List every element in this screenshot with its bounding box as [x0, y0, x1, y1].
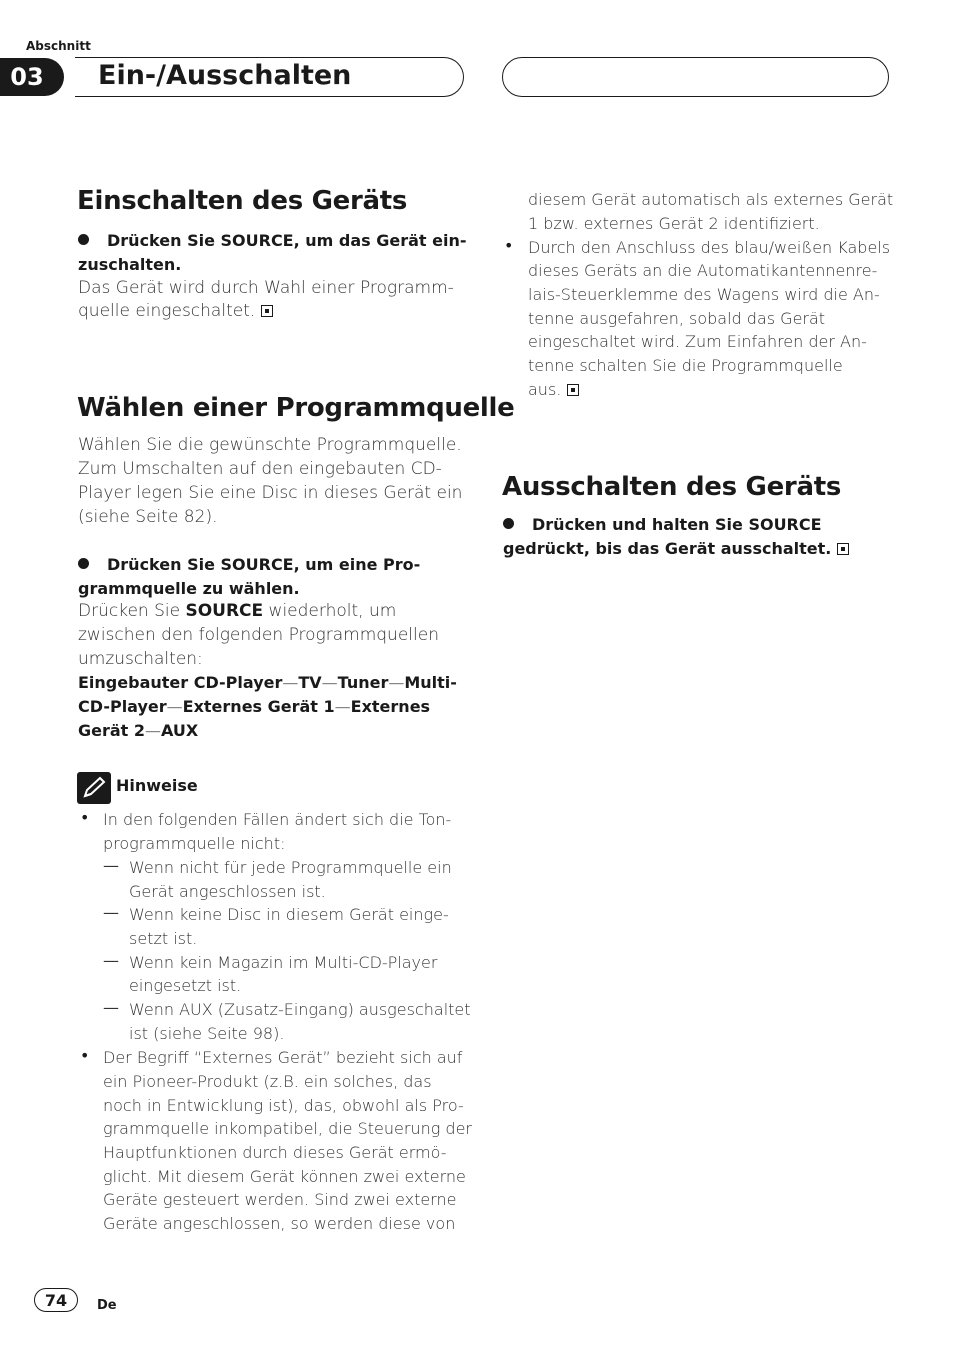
instruction-einschalten-line1: Drücken Sie SOURCE, um das Gerät ein- — [78, 229, 467, 253]
note3-line3: lais-Steuerklemme des Wagens wird die An- — [528, 285, 880, 304]
note1-line1: In den folgenden Fällen ändert sich die Ton- — [103, 810, 452, 829]
language-code: De — [97, 1298, 117, 1313]
source-sequence-line3: Gerät 2—AUX — [78, 721, 199, 740]
note2-cont-line2: 1 bzw. externes Gerät 2 identifiziert. — [528, 214, 820, 233]
note1-line2: programmquelle nicht: — [103, 834, 286, 853]
body-source-line3: umzuschalten: — [78, 649, 203, 669]
bullet-dot-icon — [78, 558, 89, 569]
end-mark-icon — [837, 543, 849, 555]
bullet-icon: • — [80, 808, 90, 827]
note3-line5: eingeschaltet wird. Zum Einfahren der An- — [528, 332, 867, 351]
bullet-dot-icon — [78, 234, 89, 245]
source-key-label: SOURCE — [185, 601, 264, 621]
body-source-line2: zwischen den folgenden Programmquellen — [78, 625, 439, 645]
dash-icon: — — [103, 998, 119, 1017]
note3-line2: dieses Geräts an die Automatikantennenre- — [528, 261, 878, 280]
instruction-ausschalten-line2: gedrückt, bis das Gerät ausschaltet. — [503, 537, 849, 561]
note1-dash4-line1: Wenn AUX (Zusatz-Eingang) ausgeschaltet — [129, 1000, 471, 1019]
body-einschalten-line1: Das Gerät wird durch Wahl einer Programm- — [78, 278, 454, 298]
section-title: Ein-/Ausschalten — [98, 60, 352, 91]
dash-icon: — — [103, 951, 119, 970]
notes-title: Hinweise — [116, 776, 198, 795]
end-mark-icon — [261, 305, 273, 317]
body-waehlen-line3: Player legen Sie eine Disc in dieses Gerät ein — [78, 483, 463, 503]
section-number-badge: 03 — [0, 58, 64, 96]
dash-icon: — — [103, 856, 119, 875]
page-number: 74 — [34, 1288, 78, 1312]
note1-dash1-line1: Wenn nicht für jede Programmquelle ein — [129, 858, 452, 877]
note2-line8: Geräte angeschlossen, so werden diese von — [103, 1214, 456, 1233]
note2-line3: noch in Entwicklung ist), das, obwohl als Pro- — [103, 1096, 464, 1115]
note2-line4: grammquelle inkompatibel, die Steuerung der — [103, 1119, 472, 1138]
note1-dash3-line2: eingesetzt ist. — [129, 976, 242, 995]
heading-waehlen: Wählen einer Programmquelle — [77, 393, 515, 423]
body-source-line1: Drücken Sie SOURCE wiederholt, um — [78, 601, 397, 621]
empty-header-frame — [502, 57, 889, 97]
instruction-waehlen-line1: Drücken Sie SOURCE, um eine Pro- — [78, 553, 420, 577]
note1-dash4-line2: ist (siehe Seite 98). — [129, 1024, 285, 1043]
dash-icon: — — [103, 903, 119, 922]
end-mark-icon — [567, 384, 579, 396]
note2-line7: Geräte gesteuert werden. Sind zwei externe — [103, 1190, 457, 1209]
source-sequence-line1: Eingebauter CD-Player—TV—Tuner—Multi- — [78, 673, 457, 692]
instruction-einschalten-line2: zuschalten. — [78, 255, 182, 274]
body-waehlen-line2: Zum Umschalten auf den eingebauten CD- — [78, 459, 442, 479]
source-sequence-line2: CD-Player—Externes Gerät 1—Externes — [78, 697, 431, 716]
note3-line6: tenne schalten Sie die Programmquelle — [528, 356, 843, 375]
instruction-waehlen-line2: grammquelle zu wählen. — [78, 579, 300, 598]
bullet-icon: • — [80, 1046, 90, 1065]
note3-line7: aus. — [528, 378, 579, 402]
note1-dash1-line2: Gerät angeschlossen ist. — [129, 882, 326, 901]
pencil-note-icon — [77, 772, 111, 804]
bullet-dot-icon — [503, 518, 514, 529]
heading-einschalten: Einschalten des Geräts — [77, 186, 408, 216]
note1-dash2-line2: setzt ist. — [129, 929, 198, 948]
note2-line6: glicht. Mit diesem Gerät können zwei externe — [103, 1167, 466, 1186]
section-label: Abschnitt — [26, 39, 91, 53]
instruction-ausschalten-line1: Drücken und halten Sie SOURCE — [503, 513, 822, 537]
note2-line5: Hauptfunktionen durch dieses Gerät ermö- — [103, 1143, 447, 1162]
bullet-icon: • — [504, 236, 514, 255]
body-einschalten-line2: quelle eingeschaltet. — [78, 300, 273, 324]
note1-dash2-line1: Wenn keine Disc in diesem Gerät einge- — [129, 905, 449, 924]
note2-cont-line1: diesem Gerät automatisch als externes Gerät — [528, 190, 894, 209]
note3-line4: tenne ausgefahren, sobald das Gerät — [528, 309, 826, 328]
note3-line1: Durch den Anschluss des blau/weißen Kabels — [528, 238, 891, 257]
body-waehlen-line4: (siehe Seite 82). — [78, 507, 218, 527]
heading-ausschalten: Ausschalten des Geräts — [502, 472, 842, 502]
body-waehlen-line1: Wählen Sie die gewünschte Programmquelle. — [78, 435, 462, 455]
note1-dash3-line1: Wenn kein Magazin im Multi-CD-Player — [129, 953, 438, 972]
note2-line2: ein Pioneer-Produkt (z.B. ein solches, das — [103, 1072, 432, 1091]
note2-line1: Der Begriff “Externes Gerät” bezieht sich auf — [103, 1048, 463, 1067]
